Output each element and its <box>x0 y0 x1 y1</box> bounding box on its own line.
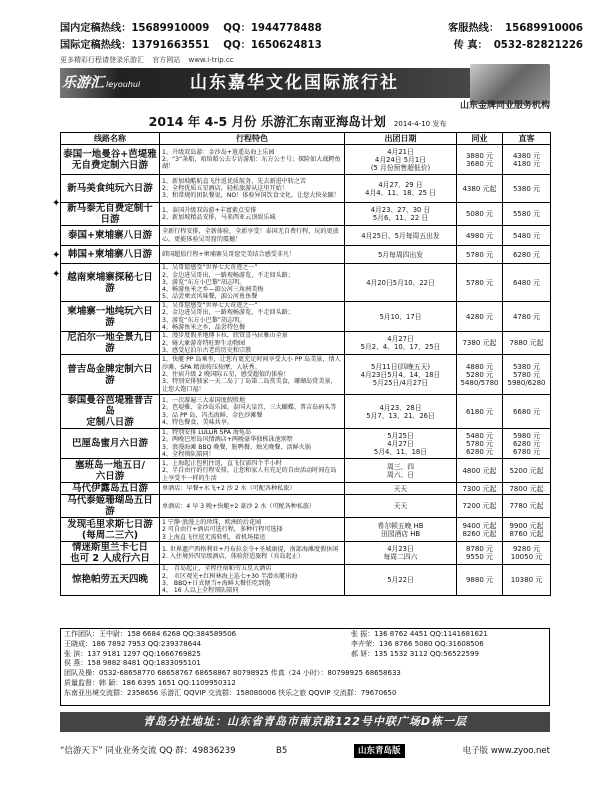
table-row <box>61 395 551 429</box>
trade-price: 9400 元起 8260 元起 <box>457 518 503 542</box>
retail-price: 5200 元起 <box>503 459 551 483</box>
retail-price: 6680 元 <box>503 395 551 429</box>
retail-price: 6280 元 <box>503 246 551 264</box>
trade-price: 4380 元起 <box>457 175 503 203</box>
route-features: 1、快艇 PP 岛乘坐，让您有更充足时间享受大小 PP 岛美景，情人沙滩，SPA 精油按压按摩，人妖秀。 2、住宿升级 2 晚国际五星，感受超值的体验！ 3、特别安排独家一天二岛丁丁岛第二岛赏美食，珊瑚岛赏美景，让您大饱口福！ <box>160 355 345 395</box>
table-row <box>61 175 551 203</box>
route-name: 泰国一地曼谷+芭堤雅 无自费定制六日游 <box>61 145 160 175</box>
contacts-left <box>64 630 304 669</box>
retail-price: 9900 元起 8760 元起 <box>503 518 551 542</box>
route-features: 1、 青岛起止，全程住宿帕劳五星大酒店 2、 市区观光+红树林海上巡七+30 半潜水艇出海 3、 BBQ+日式便当+海鲜大餐任吃到饱 4、 16 人以上全程领队陪同 <box>160 565 345 595</box>
route-features: 1、上海起止包机往返，直飞仅需四个半小时 2、半自由行的行程安排，让您和家人有充足的自由活动时间在岛上享受不一样的生活 <box>160 459 345 483</box>
page-number: B5 <box>276 746 288 756</box>
trade-price: 5780 元 <box>457 246 503 264</box>
star-icon: ✦ <box>52 269 61 280</box>
star-icon: ✦ <box>52 250 61 261</box>
route-features: 1 宁静·浪漫上的珍珠，欧洲的后花园 2 可自由行+酒店可选行程，多种行程可选择 3 上海直飞往返无需转机，省机场接送 <box>160 518 345 542</box>
route-features: 单酒店：早餐+水飞+2 沙 2 水（可配各种私旅） <box>160 483 345 495</box>
table-row <box>61 565 551 595</box>
topstrip-url[interactable]: www.i-trip.cc <box>188 56 234 64</box>
table-row <box>61 246 551 264</box>
route-features: 1、一次游遍三大泰国度假胜地 2、芭堤雅、金沙岛乐园、泰国大皇宫、三大蝴蝶、普吉岛码头等 3、品 PP 岛、冯杰海鲜、金色沙滩餐 4、特色餐食，美味共享。 <box>160 395 345 429</box>
domestic-qq-label: QQ： <box>223 23 251 34</box>
route-name: 尼泊尔一地全景九日游 <box>61 332 160 355</box>
col-header-route: 线路名称 <box>61 133 160 145</box>
table-row <box>61 302 551 332</box>
website-link[interactable]: 电子版 www.zyoo.net <box>462 746 550 756</box>
qq-groups-line: 东南亚出境交流群：2358656 乐游汇 QQVIP 交流群：158080006 快乐之旅 QQVIP 交流群：79670650 <box>64 688 397 697</box>
trade-price: 6180 元 <box>457 395 503 429</box>
route-dates: 4月23、28日 5月7、13、21、26日 <box>345 395 457 429</box>
trade-price: 5780 元 <box>457 264 503 302</box>
trade-price: 4280 元 <box>457 302 503 332</box>
route-name: 泰国+柬埔寨八日游 <box>61 226 160 246</box>
table-row <box>61 518 551 542</box>
table-row <box>61 429 551 459</box>
route-name: 越南柬埔寨探秘七日游 <box>61 264 160 302</box>
route-name: 新马美食纯玩六日游 <box>61 175 160 203</box>
retail-price: 4780 元 <box>503 302 551 332</box>
table-header-row <box>61 133 551 145</box>
tour-table <box>60 132 551 596</box>
trade-price: 4980 元 <box>457 226 503 246</box>
trade-price: 5080 元 <box>457 203 503 226</box>
contact-line: 侯 燕：158 9882 8481 QQ:1833095101 <box>64 659 201 668</box>
logo-en: leyouhui <box>106 80 141 89</box>
table-row <box>61 264 551 302</box>
route-dates: 4月23日 每周二四六 <box>345 542 457 565</box>
agency-subtitle: 山东金牌同业服务机构 <box>459 101 550 111</box>
route-dates: 周三、四 周六、日 <box>345 459 457 483</box>
route-name: 发现毛里求斯七日游 (每周二三六) <box>61 518 160 542</box>
route-dates: 4月25日、5月每周五出发 <box>345 226 457 246</box>
branch-address-bar: 青岛分社地址：山东省青岛市南京路122号中联广场D栋一层 <box>60 712 550 732</box>
table-body <box>61 145 551 596</box>
route-name: 柬埔寨一地纯玩六日游 <box>61 302 160 332</box>
logo-text: 乐游汇 <box>62 75 104 91</box>
table-row <box>61 459 551 483</box>
route-name: 泰国曼谷芭堤雅普吉岛 定制八日游 <box>61 395 160 429</box>
route-name: 惊艳帕劳五天四晚 <box>61 565 160 595</box>
topstrip-text-1: 更多精彩行程请登录乐游汇 <box>60 56 144 64</box>
route-features: 1、泰国升级双岛游+丰富素点安排 2、新加坡精品安排，马来西亚云顶娱乐城 <box>160 203 345 226</box>
route-features: 1、吴哥窟感受“世界七大奇迹之一” 2、金边进吴哥出，一路观畅游览，不走回头路； 3、游览“东方小巴黎”胡志明。 4、畅游鱼米之乡，品尝特色餐 <box>160 302 345 332</box>
route-dates: 4月21日 4月24日 5月1日 (5 月份预售超低价) <box>345 145 457 175</box>
route-name: 情迷斯里兰卡七日 也可 2 人成行六日 <box>61 542 160 565</box>
trade-price: 7200 元起 <box>457 495 503 518</box>
route-name: 普吉岛金牌定制六日游 <box>61 355 160 395</box>
route-name: 韩国+柬埔寨八日游 <box>61 246 160 264</box>
domestic-label: 国内定稿热线： <box>60 23 132 34</box>
retail-price: 5480 元 <box>503 226 551 246</box>
trade-price: 4880 元 5280 元 5480/5780 <box>457 355 503 395</box>
table-row <box>61 332 551 355</box>
intl-qq-label: QQ： <box>223 40 251 51</box>
trade-price: 7300 元起 <box>457 483 503 495</box>
plan-date: 2014-4-10 发布 <box>393 120 447 128</box>
team-ops-line: 团队及操：0532-68658770 68658767 68658867 80798925 传真（24 小时）：80798925 68658633 <box>64 669 401 677</box>
retail-price: 10380 元 <box>503 565 551 595</box>
agency-banner <box>60 54 550 112</box>
agency-title: 山东嘉华文化国际旅行社 <box>190 73 399 93</box>
contact-line: 郝 妍：135 1532 3112 QQ:56522599 <box>351 649 479 658</box>
route-dates: 5月每周四出发 <box>345 246 457 264</box>
plan-title <box>0 112 595 130</box>
fax-label: 传 真： <box>453 40 488 51</box>
fax-number: 0532-82821226 <box>493 40 583 51</box>
trade-price: 7380 元起 <box>457 332 503 355</box>
route-name: 巴厘岛蜜月六日游 <box>61 429 160 459</box>
table-row <box>61 203 551 226</box>
col-header-dates: 出团日期 <box>345 133 457 145</box>
route-dates: 希尔顿五晚 HB 田园酒店 HB <box>345 518 457 542</box>
route-features: 1、漫步度假圣地博卡拉，欣赏喜马拉雅山全景 2、骑大象游奇特旺野生动物园 3、感受尼泊尔古老的历史和宗教 <box>160 332 345 355</box>
route-features: 1、升级双岛游：金沙岛+逍遥岛海上乐园 2、“3”条船，咱给船公去专访游船：东方公主号；探险如大战鳄鱼湖！ <box>160 145 345 175</box>
route-dates: 4月27、29 日 4月4、11、18、25 日 <box>345 175 457 203</box>
trade-price: 3880 元 3680 元 <box>457 145 503 175</box>
intl-qq: 1650624813 <box>250 40 322 51</box>
table-row <box>61 145 551 175</box>
intl-label: 国际定稿热线： <box>60 40 132 51</box>
route-features: 全新行程安排，全新体验，全新享受！泰国无自费行程，玩的更放心，更能体验吴哥窟的震撼！ <box>160 226 345 246</box>
retail-price: 4380 元 4180 元 <box>503 145 551 175</box>
intl-phone: 13791663551 <box>131 40 210 51</box>
domestic-qq: 1944778488 <box>250 23 322 34</box>
route-name: 马代泰姬珊瑚岛五日游 <box>61 495 160 518</box>
contacts-right <box>351 630 551 659</box>
contact-line: 王晓成：186 7892 7953 QQ:239378644 <box>64 639 202 648</box>
table-row <box>61 483 551 495</box>
plan-title-text: 2014 年 4-5 月份 乐游汇东南亚海岛计划 <box>148 114 386 129</box>
retail-price: 5980 元 6280 元 6780 元 <box>503 429 551 459</box>
col-header-features: 行程特色 <box>160 133 345 145</box>
topstrip-text-2: 官方网站 <box>152 56 181 64</box>
route-dates: 5月10、17日 <box>345 302 457 332</box>
qq-group-text: “信游天下” 同业业务交流 QQ 群：49836239 <box>60 746 236 756</box>
col-header-trade-price: 同业 <box>457 133 503 145</box>
retail-price: 5380 元 <box>503 175 551 203</box>
route-dates: 4月27日 5月2、4、10、17、25日 <box>345 332 457 355</box>
route-dates: 天天 <box>345 495 457 518</box>
hotline-left <box>60 22 322 56</box>
contact-line: 李卉荣：136 8766 5080 QQ:31608506 <box>351 639 484 648</box>
table-row <box>61 495 551 518</box>
retail-price: 7780 元起 <box>503 495 551 518</box>
page-footer <box>60 744 550 758</box>
route-name: 新马泰无自费定制十日游 <box>61 203 160 226</box>
retail-price: 7880 元起 <box>503 332 551 355</box>
route-dates: 5月25日 4月27日 5月4、11、18日 <box>345 429 457 459</box>
hotline-header <box>0 0 595 52</box>
trade-price: 4800 元起 <box>457 459 503 483</box>
contacts-box <box>60 628 550 706</box>
col-header-retail-price: 直客 <box>503 133 551 145</box>
retail-price: 9280 元 10050 元 <box>503 542 551 565</box>
domestic-phone: 15689910009 <box>131 23 210 34</box>
table-row <box>61 355 551 395</box>
retail-price: 5380 元 5780 元 5980/6280 <box>503 355 551 395</box>
contact-line: 张 振：136 8762 4451 QQ:1141681621 <box>351 630 488 638</box>
route-features: 1. 世界遗产西格利亚+丹布拉金寺+圣城康提，南部海滩度假休闲 2. 入住境外四星级酒店，体验舒适旅程（宾岛起止） <box>160 542 345 565</box>
trade-price: 8780 元 9550 元 <box>457 542 503 565</box>
route-features: 1、新加坡酷航直飞往返优质航务，先去新进中转之苦 2、全程优质五星酒店，轻松旅游从这里开始！ 3、和常规的团队餐说，NO！体验异国饮食文化，让您大快朵颐！ <box>160 175 345 203</box>
trade-price: 5480 元 5780 元 6280 元 <box>457 429 503 459</box>
route-dates: 5月22日 <box>345 565 457 595</box>
route-features: 单酒店：4 早 3 晚+快艇+2 豪沙 2 水（可配各种私旅） <box>160 495 345 518</box>
route-dates: 4月20日5月10、22日 <box>345 264 457 302</box>
paper-edition: 山东青岛版 <box>354 744 405 758</box>
route-dates: 5月11日(四晚五天) 4月23日5月4、14、18日 5月25日/4月27日 <box>345 355 457 395</box>
leyouhui-logo <box>62 70 140 96</box>
retail-price: 5580 元 <box>503 203 551 226</box>
quality-line: 质量监督：韩 颖：186 6395 1651 QQ:1109950312 <box>64 678 236 687</box>
retail-price: 7800 元起 <box>503 483 551 495</box>
route-dates: 4月23、27、30 日 5月6、11、22 日 <box>345 203 457 226</box>
contacts-footer <box>64 669 548 698</box>
table-row <box>61 226 551 246</box>
contact-line: 工作团队：王中尉：158 6684 6268 QQ:384589506 <box>64 630 237 638</box>
table-row <box>61 542 551 565</box>
route-features: 韩国超值行程+柬埔寨吴哥窟完美结合感受非凡！ <box>160 246 345 264</box>
retail-price: 6480 元 <box>503 264 551 302</box>
star-icon: ✦ <box>52 198 61 209</box>
route-features: 1、吴哥窟感受“世界七大奇迹之一” 2、金边进吴哥出，一路观畅游览，不走回头路； 3、游览“东方小巴黎”胡志明。 4、畅游鱼米之乡—湄公河三角洲美梅 5、品尝柬式风味餐，湄公河鱼鱼餐 <box>160 264 345 302</box>
service-label: 客服热线： <box>448 23 500 34</box>
route-dates: 天天 <box>345 483 457 495</box>
hotline-right <box>448 22 583 56</box>
route-name: 塞班岛一地五日/ 六日游 <box>61 459 160 483</box>
route-name: 马代伊露岛五日游 <box>61 483 160 495</box>
service-phone: 15689910006 <box>505 23 583 34</box>
contact-line: 张 滨：137 9181 1297 QQ:1666769825 <box>64 649 201 658</box>
route-features: 1、特别安排 LULUR SPA 海龟岛 2、两晚巴厘岛风情酒店+两晚豪华独栋泳池别墅 3、浪漫海滩 BBQ 晚餐，脏鸭餐，烛光晚餐，活鲜火锅 4、全程领队陪同！ <box>160 429 345 459</box>
trade-price: 9880 元 <box>457 565 503 595</box>
